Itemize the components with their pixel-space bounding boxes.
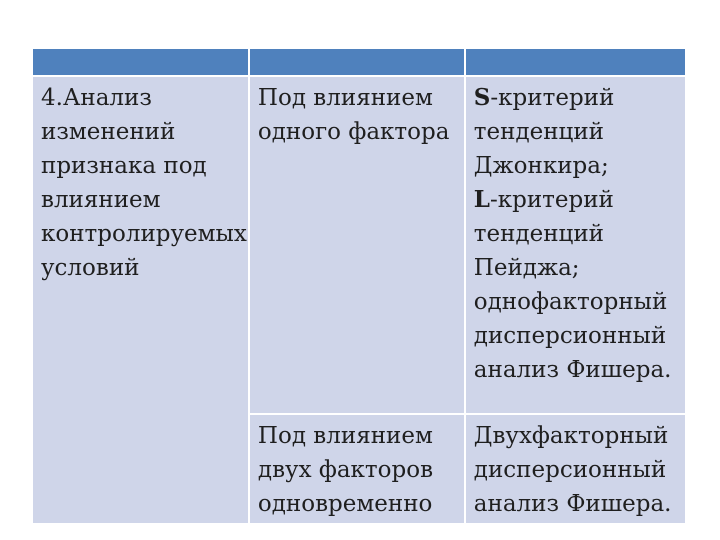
condition-cell <box>250 77 464 413</box>
l-letter: L <box>473 186 490 213</box>
s-criterion-text: -критерий тенденций Джонкира; <box>473 85 615 179</box>
methods-text <box>474 85 672 383</box>
header-cell-2 <box>250 49 464 75</box>
header-cell-1 <box>33 49 248 75</box>
l-criterion-text: -критерий тенденций Пейджа; однофакторный дисперсионный анализ Фишера. <box>473 187 672 383</box>
condition-cell <box>250 415 464 523</box>
table-row <box>33 77 685 413</box>
methods-table <box>33 49 685 525</box>
header-cell-3 <box>466 49 685 75</box>
methods-cell <box>466 77 685 413</box>
condition-text: Под влиянием одного фактора <box>257 85 450 145</box>
task-text: 4.Анализ изменений признака под влиянием контролируемых условий <box>41 85 247 281</box>
table-header-row <box>33 49 685 75</box>
methods-table-grid <box>31 47 687 525</box>
s-letter: S <box>473 84 491 111</box>
methods-text: Двухфакторный дисперсионный анализ Фишера. <box>473 423 672 517</box>
methods-cell <box>466 415 685 523</box>
condition-text: Под влиянием двух факторов одновременно <box>257 423 434 517</box>
task-cell <box>33 77 248 523</box>
